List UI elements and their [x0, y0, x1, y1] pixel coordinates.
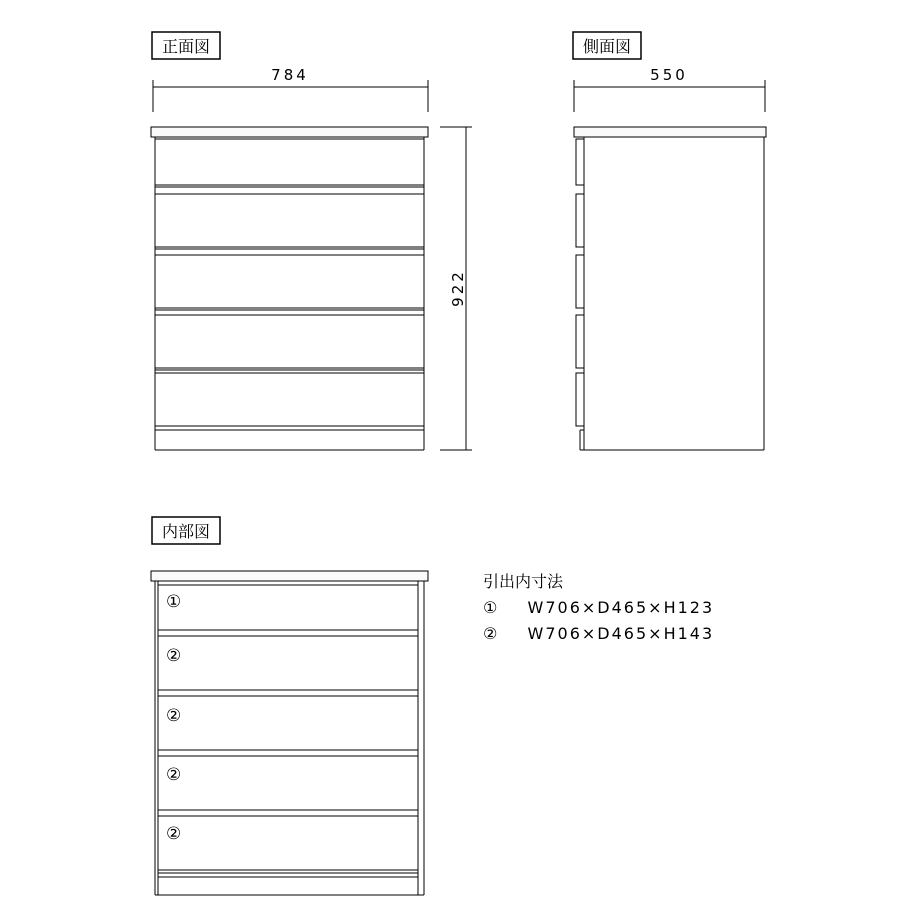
- spec-dimensions: W706×D465×H143: [527, 624, 715, 643]
- interior-drawer-3: [158, 696, 418, 750]
- front-height-value: 922: [449, 269, 467, 307]
- spec-dimensions: W706×D465×H123: [527, 598, 715, 617]
- front-drawer-2: [155, 194, 424, 247]
- drawer-spec-row-2: [483, 624, 714, 643]
- front-drawer-3: [155, 255, 424, 308]
- interior-drawer-label: ②: [166, 706, 182, 726]
- interior-drawer-1: [158, 585, 418, 630]
- front-width-value: 784: [271, 66, 309, 84]
- side-depth-value: 550: [650, 66, 688, 84]
- interior-drawer-5: [158, 816, 418, 870]
- side-drawer-3: [576, 255, 584, 308]
- interior-drawer-4: [158, 756, 418, 810]
- interior-drawer-label: ②: [166, 824, 182, 844]
- side-drawer-1: [576, 139, 584, 185]
- side-view-title: 側面図: [582, 37, 632, 56]
- side-drawer-4: [576, 315, 584, 368]
- drawer-specs-heading: 引出内寸法: [483, 572, 564, 591]
- front-view-title: 正面図: [161, 37, 211, 56]
- front-top-board: [151, 127, 428, 137]
- front-width-dimension: [153, 80, 428, 112]
- interior-top-board: [151, 571, 428, 581]
- interior-rail-4: [158, 810, 418, 816]
- side-drawer-5: [576, 373, 584, 426]
- interior-rail-3: [158, 750, 418, 756]
- front-drawer-5: [155, 373, 424, 426]
- front-drawer-4: [155, 315, 424, 368]
- interior-drawer-label: ①: [166, 592, 182, 612]
- interior-rail-2: [158, 690, 418, 696]
- interior-view-drawing: [151, 517, 428, 895]
- spec-marker: ①: [483, 598, 500, 617]
- side-view-drawing: [573, 32, 766, 450]
- interior-view-title: 内部図: [161, 522, 211, 541]
- interior-rail-1: [158, 630, 418, 636]
- side-top-board: [574, 127, 766, 137]
- interior-drawer-2: [158, 636, 418, 690]
- spec-marker: ②: [483, 624, 500, 643]
- interior-drawer-label: ②: [166, 646, 182, 666]
- side-depth-dimension: [574, 80, 765, 112]
- interior-drawer-label: ②: [166, 765, 182, 785]
- front-view-drawing: [151, 32, 472, 450]
- side-drawer-2: [576, 194, 584, 247]
- front-drawer-1: [155, 139, 424, 185]
- drawer-spec-row-1: [483, 598, 714, 617]
